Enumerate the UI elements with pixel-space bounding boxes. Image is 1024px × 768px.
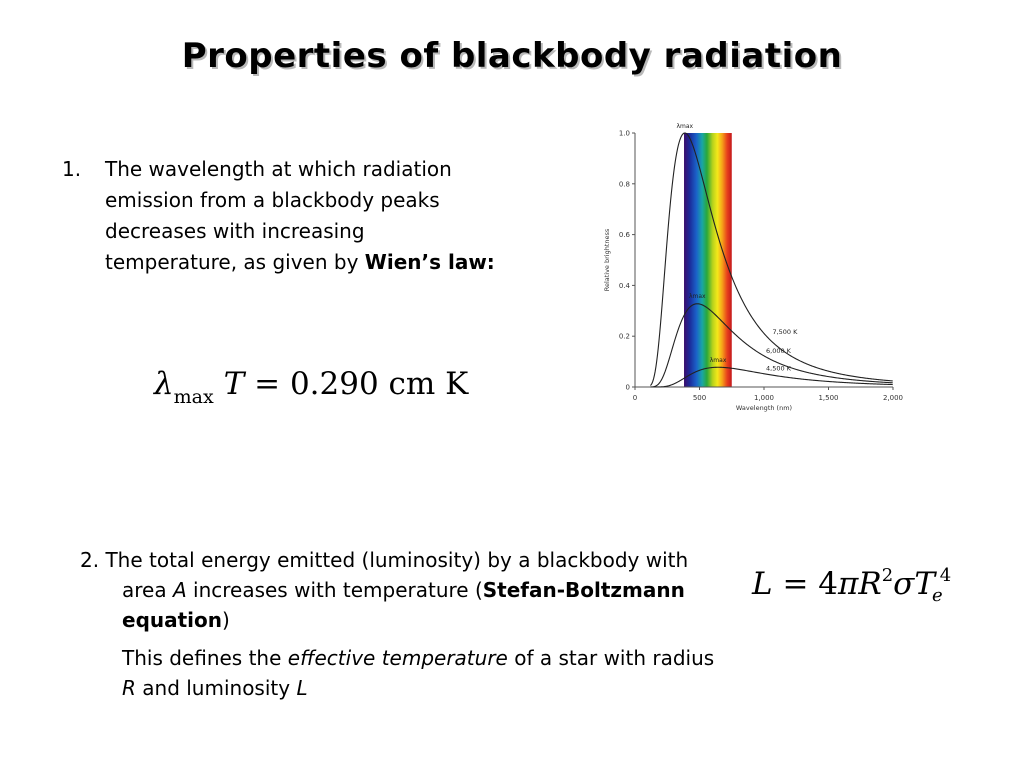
sb-eq: = 4	[772, 566, 838, 602]
blackbody-chart	[600, 110, 910, 420]
wien-equation	[154, 366, 469, 408]
effective-text-a: This defines the	[122, 646, 288, 670]
point-one	[62, 154, 502, 278]
x-tick-label: 1,500	[818, 394, 839, 402]
y-tick-label: 0	[625, 383, 630, 392]
page-title: Properties of blackbody radiation	[181, 36, 843, 76]
sb-T: T	[914, 566, 936, 602]
y-tick-label: 0.4	[618, 281, 630, 290]
sb-R: R	[858, 566, 882, 602]
point-one-text	[105, 154, 502, 278]
y-axis-label: Relative brightness	[603, 228, 611, 292]
radius-symbol: R	[122, 676, 136, 700]
point-two-line1	[80, 545, 720, 635]
series-label: 7,500 K	[772, 328, 798, 337]
sb-two: 2	[881, 565, 894, 586]
sb-sigma: σ	[893, 566, 915, 602]
x-tick-label: 2,000	[882, 394, 904, 402]
visible-spectrum-band	[684, 133, 732, 387]
point-one-body: The wavelength at which radiation emission from a blackbody peaks decreases with increasing temperature, as given by	[105, 157, 452, 274]
stefan-boltzmann-label: Stefan-Boltzmann equation	[122, 578, 685, 632]
sb-four: 4	[939, 565, 952, 586]
luminosity-symbol: L	[296, 676, 308, 700]
point-two-line2	[80, 643, 720, 703]
point-two-text-b: increases with temperature (	[186, 578, 483, 602]
effective-temperature-term: effective temperature	[287, 646, 508, 670]
wien-rhs: = 0.290 cm K	[254, 366, 469, 402]
point-one-number: 1.	[62, 157, 82, 181]
wien-lambda: λ	[154, 366, 174, 402]
wiens-law-label: Wien’s law:	[364, 250, 495, 274]
y-tick-label: 0.8	[618, 180, 630, 189]
lambda-max-label: λmax	[676, 123, 694, 130]
y-tick-label: 0.2	[618, 332, 630, 341]
x-tick-label: 500	[692, 394, 707, 402]
lambda-max-label: λmax	[709, 357, 727, 365]
x-tick-label: 0	[632, 394, 638, 402]
point-two-text-a: 2. The total energy emitted (luminosity) by a blackbody with area	[80, 548, 689, 602]
wien-T: T	[223, 366, 245, 402]
y-tick-label: 0.6	[618, 231, 630, 240]
sb-L: L	[752, 566, 773, 602]
lambda-max-label: λmax	[688, 293, 706, 301]
y-tick-label: 1.0	[618, 129, 630, 138]
effective-text-b: of a star with radius	[507, 646, 715, 670]
point-two	[80, 545, 720, 703]
sb-pi: π	[838, 566, 859, 602]
x-axis-label: Wavelength (nm)	[735, 404, 793, 412]
area-symbol: A	[172, 578, 187, 602]
series-label: 4,500 K	[766, 364, 791, 373]
sb-e: e	[932, 585, 943, 606]
stefan-boltzmann-equation	[752, 565, 957, 606]
effective-text-c: and luminosity	[135, 676, 297, 700]
point-two-text-c: )	[222, 608, 230, 632]
plot-area	[603, 123, 903, 412]
x-tick-label: 1,000	[753, 394, 775, 402]
series-label: 6,000 K	[766, 346, 791, 355]
wien-subscript: max	[173, 386, 214, 408]
